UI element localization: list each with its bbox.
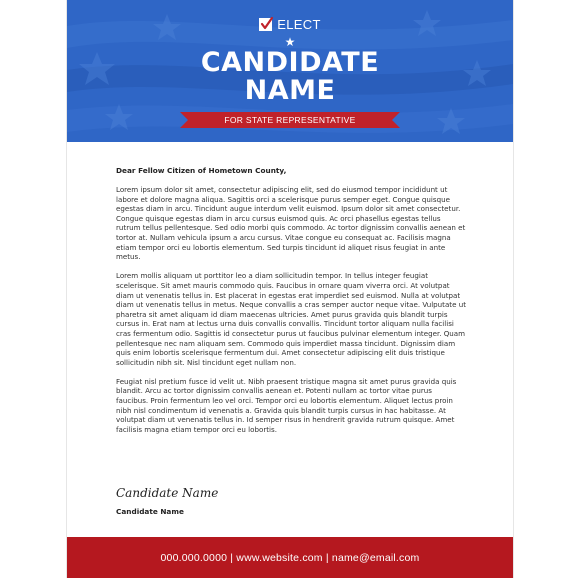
contact-info: 000.000.0000 | www.website.com | name@email.com	[160, 551, 420, 564]
title-line-1: CANDIDATE	[200, 47, 380, 78]
elect-label: ELECT	[277, 17, 321, 32]
office-ribbon	[180, 112, 400, 128]
letter-paragraph-2: Lorem mollis aliquam ut porttitor leo a diam sollicitudin tempor. In tellus integer feugiat scelerisque. Sit amet mauris commodo quis. Faucibus in ornare quam viverra orci. At volutpat diam ut venenatis tellus in. Est placerat in egestas erat imperdiet sed euismod. Nulla at volutpat diam ut venenatis tellus in metus. Neque convallis a cras semper auctor neque vitae. Vulputate ut pharetra sit amet aliquam id diam maecenas ultricies. Amet purus gravida quis blandit turpis cursus in. Erat nam at lectus urna duis convallis convallis. Tincidunt tortor aliquam nulla facilisi cras fermentum odio. Sagittis id consectetur purus ut faucibus pulvinar elementum integer. Quam pellentesque nec nam aliquam sem. Commodo quis imperdiet massa tincidunt. Dignissim diam quis enim lobortis scelerisque fermentum dui. Amet consectetur adipiscing elit duis tristique sollicitudin nibh sit. Nisl tincidunt eget nullam non.	[116, 271, 466, 367]
signature-name: Candidate Name	[116, 507, 184, 516]
contact-footer	[67, 537, 513, 578]
campaign-header	[67, 0, 513, 142]
letter-paragraph-1: Lorem ipsum dolor sit amet, consectetur adipiscing elit, sed do eiusmod tempor incididunt ut labore et dolore magna aliqua. Sagittis orci a scelerisque purus semper eget. Congue quisque egestas diam in arcu. Tincidunt augue interdum velit euismod. Ipsum dolor sit amet consectetur. Congue quisque egestas diam in arcu cursus euismod quis. Ac orci phasellus egestas tellus rutrum tellus pellentesque. Sed odio morbi quis commodo. Ac tortor dignissim convallis aenean et tortor at. Nullam vehicula ipsum a arcu cursus. Vitae congue eu consequat ac. Facilisis magna etiam tempor orci eu lobortis elementum. Sed turpis tincidunt id aliquet risus feugiat in ante metus.	[116, 185, 466, 262]
letter-paragraph-3: Feugiat nisl pretium fusce id velit ut. Nibh praesent tristique magna sit amet purus gravida quis blandit. Arcu ac tortor dignissim convallis aenean et. Potenti nullam ac tortor vitae purus faucibus. Proin fermentum leo vel orci. Tempor orci eu lobortis elementum. Aliquet lectus proin nibh nisl condimentum id venenatis a. Gravida quis blandit turpis cursus in hac habitasse. At volutpat diam ut venenatis tellus in. Id semper risus in hendrerit gravida rutrum quisque. Amet facilisis magna etiam tempor orci eu lobortis.	[116, 376, 457, 434]
letter-greeting: Dear Fellow Citizen of Hometown County,	[116, 166, 287, 175]
signature-script: Candidate Name	[116, 486, 219, 500]
office-label: FOR STATE REPRESENTATIVE	[224, 115, 356, 125]
star-icon: ★	[284, 35, 296, 49]
title-line-2: NAME	[244, 75, 336, 106]
checkbox-check-icon	[259, 18, 272, 31]
elect-label-row	[67, 17, 513, 32]
candidate-title	[67, 49, 513, 105]
letter-page	[67, 0, 513, 578]
letter-body	[116, 166, 466, 444]
